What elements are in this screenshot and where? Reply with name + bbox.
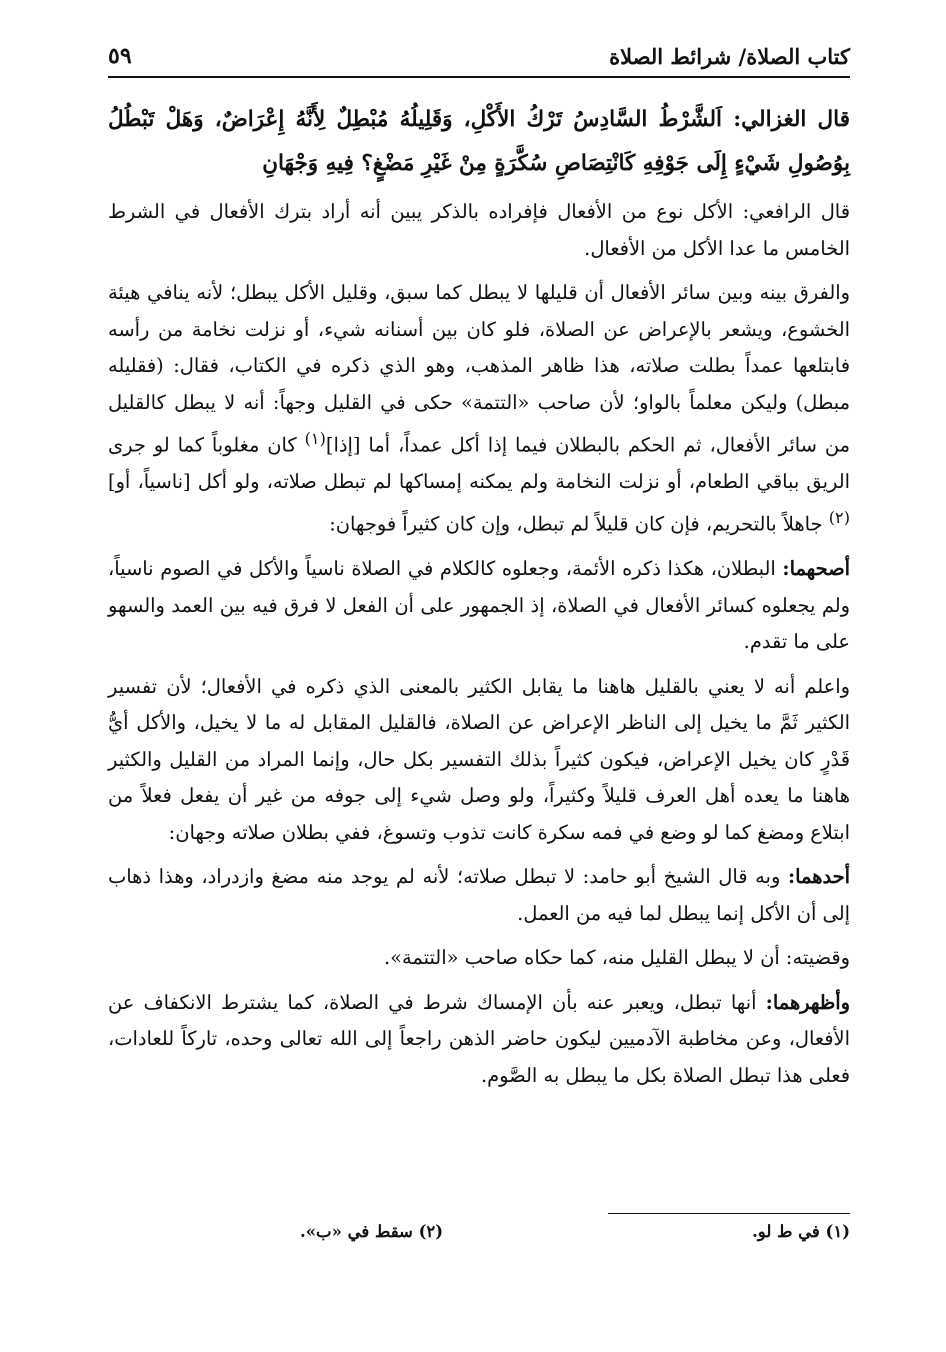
commentary-intro-paragraph bbox=[108, 194, 850, 267]
know-text: واعلم أنه لا يعني بالقليل هاهنا ما يقابل الكثير بالمعنى الذي ذكره في الأفعال؛ لأن تفسير الكثير ثَمَّ ما يخيل إلى الناظر الإعراض عن الصلاة، فالقليل المقابل له ما لا يخيل، والأكل أيُّ قَدْرٍ كان يخيل الإعراض، فيكون كثيراً بذلك التفسير بكل حال، وإنما المراد من القليل والكثير هاهنا ما يعده أهل العرف قليلاً وكثيراً، ولو وصل شيء إلى جوفه من غير أن يفعل فعلاً من ابتلاع ومضغ كما لو وضع في فمه سكرة كانت تذوب وتسوغ، ففي بطلان صلاته وجهان: bbox=[108, 674, 850, 844]
matn-speaker: قال الغزالي: bbox=[733, 107, 850, 132]
implication-paragraph bbox=[108, 940, 850, 977]
matn-paragraph bbox=[108, 98, 850, 186]
header-rule bbox=[108, 76, 850, 78]
running-title: كتاب الصلاة/ شرائط الصلاة bbox=[609, 43, 850, 69]
footnote-2: (٢) سقط في «ب». bbox=[300, 1222, 444, 1241]
difference-text-1: والفرق بينه وبين سائر الأفعال أن قليلها لا يبطل كما سبق، وقليل الأكل يبطل؛ لأنه ينافي هيئة الخشوع، ويشعر بالإعراض عن الصلاة، فلو كان بين أسنانه شيء، أو نزلت نخامة من رأسه فابتلعها عمداً بطلت صلاته، هذا ظاهر المذهب، وهو الذي ذكره في الكتاب، فقال: (فقليله مبطل) وليكن معلماً بالواو؛ لأن صاحب «التتمة» حكى في القليل وجهاً: أنه لا يبطل كالقليل من سائر الأفعال، ثم الحكم بالبطلان فيما إذا أكل عمداً، أما [إذا] bbox=[108, 281, 850, 457]
most-correct-text: البطلان، هكذا ذكره الأئمة، وجعلوه كالكلام في الصلاة ناسياً والأكل في الصوم ناسياً، ولم يجعلوه كسائر الأفعال في الصلاة، إذ الجمهور على أن الفعل لا فرق فيه بين العمد والسهو على ما تقدم. bbox=[108, 557, 850, 654]
difference-paragraph bbox=[108, 275, 850, 543]
main-text bbox=[108, 98, 850, 1102]
commentary-intro-text: الأكل نوع من الأفعال فإفراده بالذكر يبين أنه أراد بترك الأفعال في الشرط الخامس ما عدا الأكل من الأفعال. bbox=[108, 200, 850, 260]
implication-text: وقضيته: أن لا يبطل القليل منه، كما حكاه صاحب «التتمة». bbox=[383, 946, 850, 970]
first-view-label: أحدهما: bbox=[787, 865, 850, 889]
first-view-text: وبه قال الشيخ أبو حامد: لا تبطل صلاته؛ لأنه لم يوجد منه مضغ وازدراد، وهذا ذهاب إلى أن الأكل إنما يبطل لما فيه من العمل. bbox=[108, 865, 850, 925]
footnote-ref-2: (٢) bbox=[828, 508, 850, 528]
know-paragraph bbox=[108, 669, 850, 852]
running-header bbox=[108, 38, 850, 74]
footnote-1: (١) في ط لو. bbox=[752, 1222, 850, 1241]
most-apparent-paragraph bbox=[108, 985, 850, 1095]
matn-text: اَلشَّرْطُ السَّادِسُ تَرْكُ الأَكْلِ، وَقَلِيلُهُ مُبْطِلٌ لِأَنَّهُ إِعْرَاضٌ، وَهَلْ تَبْطُلُ بِوُصُولِ شَيْءٍ إِلَى جَوْفِهِ كَانْتِصَاصِ سُكَّرَةٍ مِنْ غَيْرِ مَضْغٍ؟ فِيهِ وَجْهَانِ bbox=[108, 107, 850, 176]
most-correct-label: أصحهما: bbox=[782, 557, 850, 581]
first-view-paragraph bbox=[108, 859, 850, 932]
most-apparent-label: وأظهرهما: bbox=[765, 990, 850, 1014]
difference-text-2: كان مغلوباً كما لو جرى الريق بباقي الطعام، أو نزلت النخامة ولم يمكنه إمساكها لم تبطل صلاته، ولو أكل [ناسياً، أو] bbox=[108, 433, 850, 493]
difference-text-3: جاهلاً بالتحريم، فإن كان قليلاً لم تبطل، وإن كان كثيراً فوجهان: bbox=[329, 512, 829, 536]
most-apparent-text: أنها تبطل، ويعبر عنه بأن الإمساك شرط في الصلاة، كما يشترط الانكفاف عن الأفعال، وعن مخاطبة الآدميين ليكون حاضر الذهن راجعاً إلى الله تعالى وحده، تاركاً للعادات، فعلى هذا تبطل الصلاة بكل ما يبطل به الصَّوم. bbox=[108, 990, 850, 1087]
footnotes bbox=[300, 1222, 850, 1241]
page-number: ٥٩ bbox=[108, 43, 132, 69]
most-correct-paragraph bbox=[108, 551, 850, 661]
footnote-ref-1: (١) bbox=[304, 429, 326, 448]
commentary-speaker: قال الرافعي: bbox=[742, 200, 850, 223]
footnote-rule bbox=[608, 1213, 850, 1214]
